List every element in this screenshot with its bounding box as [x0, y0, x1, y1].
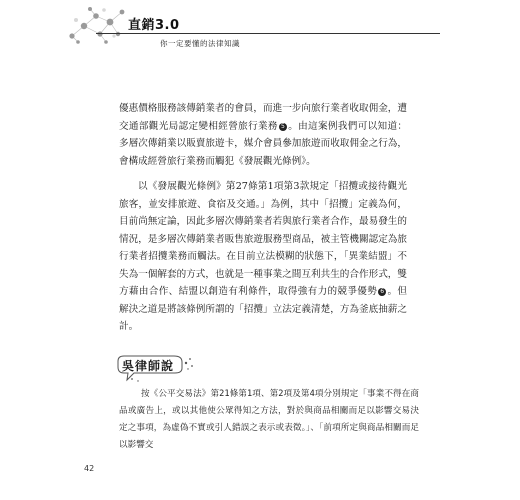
paragraph-1-text-b: 。由這案例我們可以知道：多層次傳銷業以販賣旅遊卡，媒介會員參加旅遊而收取佣金之行為，會構成經營旅行業務而觸犯《發展觀光條例》。	[119, 120, 408, 167]
lawyer-commentary	[119, 386, 419, 454]
lawyer-commentary-text: 按《公平交易法》第21條第1項、第2項及第4項分別規定「事業不得在商品或廣告上，或以其他使公眾得知之方法，對於與商品相關而足以影響交易決定之事項，為虛偽不實或引人錯誤之表示或表徵。」、「前項所定與商品相關而足以影響交	[119, 389, 419, 450]
paragraph-2-text-a: 以《發展觀光條例》第27條第1項第3款規定「招攬或接待觀光旅客，並安排旅遊、食宿及交通。」為例，其中「招攬」定義為何，目前尚無定論，因此多層次傳銷業者若與旅行業者合作，最易發生的情況，是多層次傳銷業者販售旅遊服務型商品，被主管機關認定為旅行業者招攬業務而觸法。在目前立法模糊的狀態下，「異業結盟」不失為一個解套的方式，也就是一種事業之間互利共生的合作形式，雙方藉由合作、結盟以創造有利條件，取得強有力的競爭優勢	[119, 181, 407, 297]
network-nodes-icon	[66, 6, 128, 44]
paragraph-1-text-a: 優惠價格服務該傳銷業者的會員，而進一步向旅行業者收取佣金，遭交通部觀光局認定變相經營旅行業務	[119, 103, 407, 132]
paragraph-2-text-b: 。但解決之道是將該條例所謂的「招攬」立法定義清楚，方為釜底抽薪之計。	[119, 286, 408, 332]
paragraph-2	[119, 178, 407, 336]
book-title: 直銷3.0	[128, 18, 180, 33]
footnote-ref-icon: 6	[378, 288, 386, 296]
book-subtitle: 你一定要懂的法律知識	[160, 39, 240, 48]
header-rule	[96, 33, 440, 34]
lawyer-badge-label: 吳律師說	[122, 359, 175, 373]
paragraph-1	[119, 100, 407, 170]
page-number: 42	[84, 464, 95, 473]
body-text	[119, 100, 407, 336]
footnote-ref-icon: 5	[279, 123, 287, 131]
